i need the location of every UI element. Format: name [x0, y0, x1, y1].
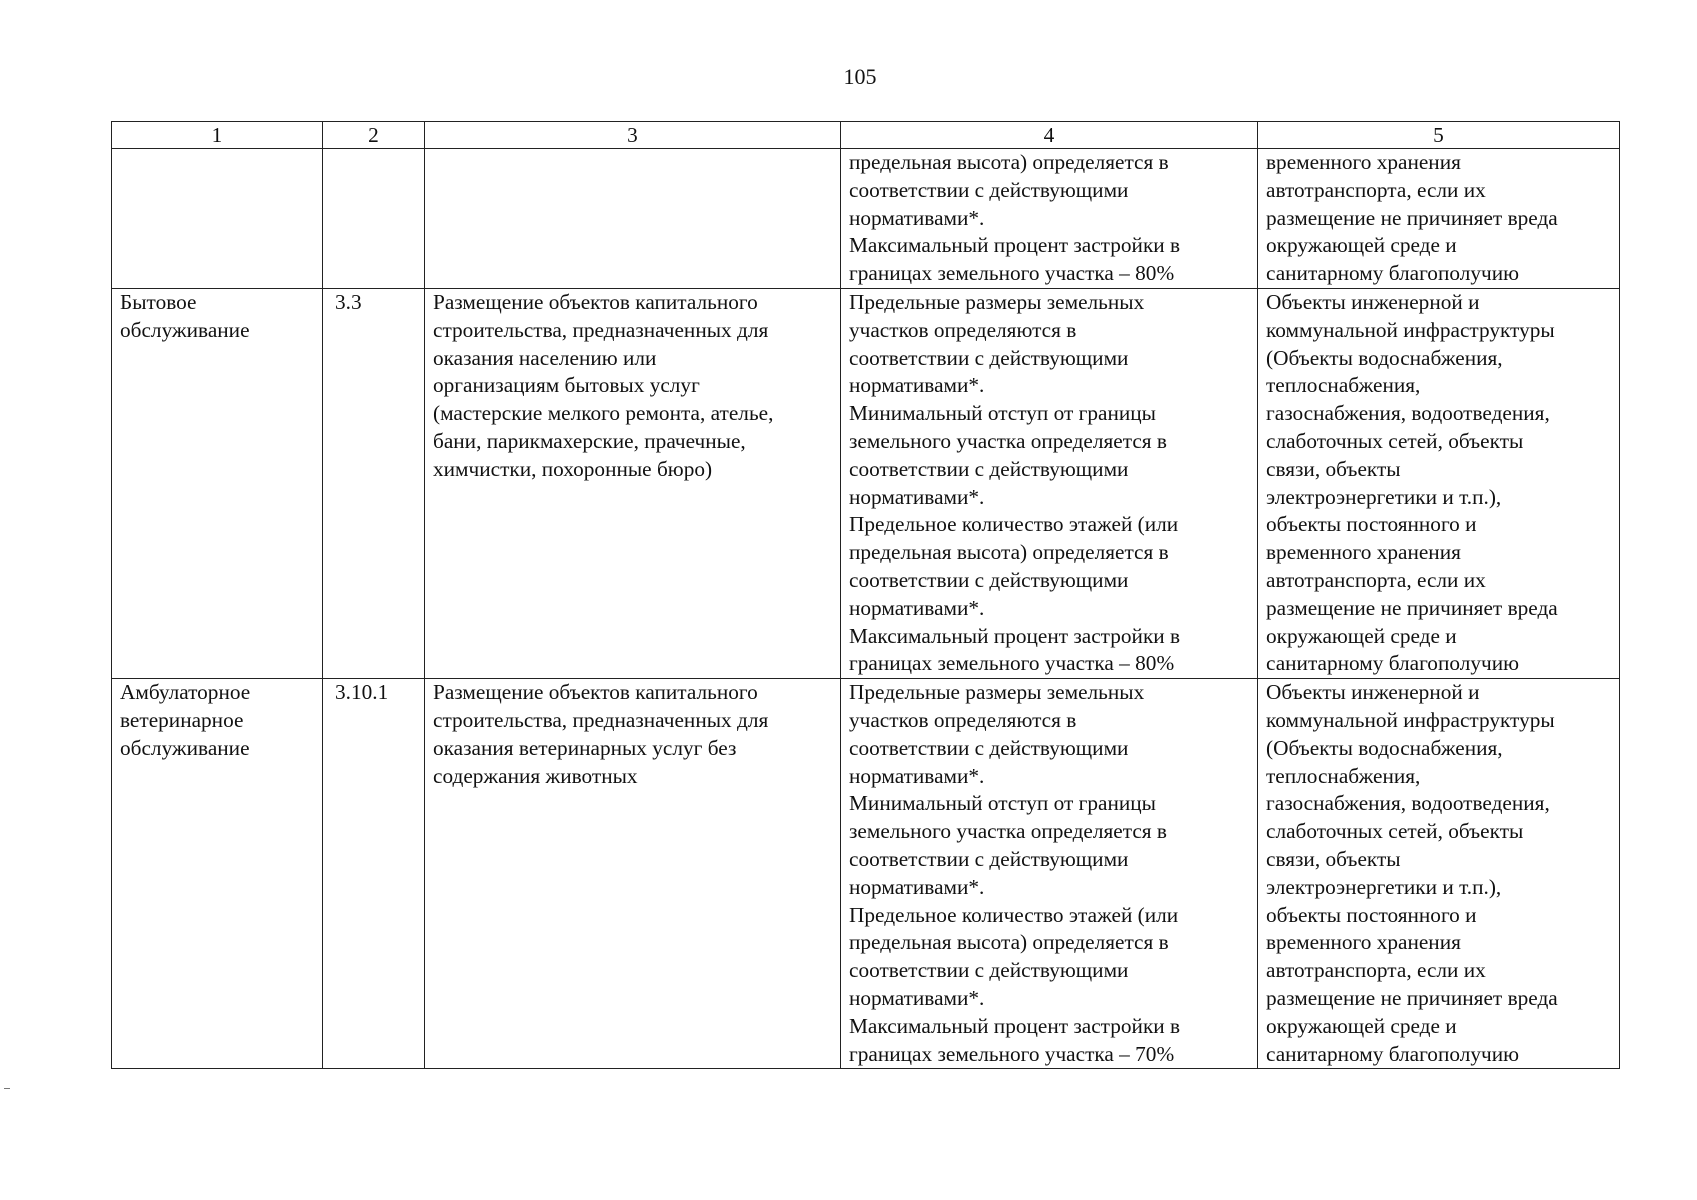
- use-name-cell: Бытовое обслуживание: [112, 288, 323, 678]
- use-code-cell: 3.3: [323, 288, 425, 678]
- auxiliary-uses-cell: Объекты инженерной и коммунальной инфраструктуры (Объекты водоснабжения, теплоснабжения, газоснабжения, водоотведения, слаботочных сетей, объекты связи, объекты электроэнергетики и т.п.), объекты постоянного и временного хранения автотранспорта, если их размещение не причиняет вреда окружающей среде и санитарному благополучию: [1258, 288, 1620, 678]
- column-number-row: [112, 122, 1620, 149]
- table-row: [112, 149, 1620, 289]
- use-name-cell: [112, 149, 323, 289]
- page-number: 105: [843, 64, 877, 89]
- parameters-cell: Предельные размеры земельных участков определяются в соответствии с действующими нормативами*. Минимальный отступ от границы земельного участка определяется в соответствии с действующими нормативами*. Предельное количество этажей (или предельная высота) определяется в соответствии с действующими нормативами*. Максимальный процент застройки в границах земельного участка – 70%: [841, 679, 1258, 1069]
- table-row: [112, 288, 1620, 678]
- auxiliary-uses-cell: Объекты инженерной и коммунальной инфраструктуры (Объекты водоснабжения, теплоснабжения, газоснабжения, водоотведения, слаботочных сетей, объекты связи, объекты электроэнергетики и т.п.), объекты постоянного и временного хранения автотранспорта, если их размещение не причиняет вреда окружающей среде и санитарному благополучию: [1258, 679, 1620, 1069]
- column-number: 1: [112, 122, 323, 149]
- column-number: 4: [841, 122, 1258, 149]
- auxiliary-uses-cell: временного хранения автотранспорта, если их размещение не причиняет вреда окружающей среде и санитарному благополучию: [1258, 149, 1620, 289]
- table-row: [112, 679, 1620, 1069]
- use-description-cell: Размещение объектов капитального строительства, предназначенных для оказания населению или организациям бытовых услуг (мастерские мелкого ремонта, ателье, бани, парикмахерские, прачечные, химчистки, похоронные бюро): [425, 288, 841, 678]
- use-description-cell: [425, 149, 841, 289]
- use-name-cell: Амбулаторное ветеринарное обслуживание: [112, 679, 323, 1069]
- use-code-cell: 3.10.1: [323, 679, 425, 1069]
- scan-margin-mark: [4, 1088, 10, 1089]
- parameters-cell: Предельные размеры земельных участков определяются в соответствии с действующими нормативами*. Минимальный отступ от границы земельного участка определяется в соответствии с действующими нормативами*. Предельное количество этажей (или предельная высота) определяется в соответствии с действующими нормативами*. Максимальный процент застройки в границах земельного участка – 80%: [841, 288, 1258, 678]
- column-number: 2: [323, 122, 425, 149]
- column-number: 5: [1258, 122, 1620, 149]
- column-number: 3: [425, 122, 841, 149]
- use-description-cell: Размещение объектов капитального строительства, предназначенных для оказания ветеринарных услуг без содержания животных: [425, 679, 841, 1069]
- zoning-table: [111, 121, 1620, 1069]
- parameters-cell: предельная высота) определяется в соответствии с действующими нормативами*. Максимальный процент застройки в границах земельного участка – 80%: [841, 149, 1258, 289]
- use-code-cell: [323, 149, 425, 289]
